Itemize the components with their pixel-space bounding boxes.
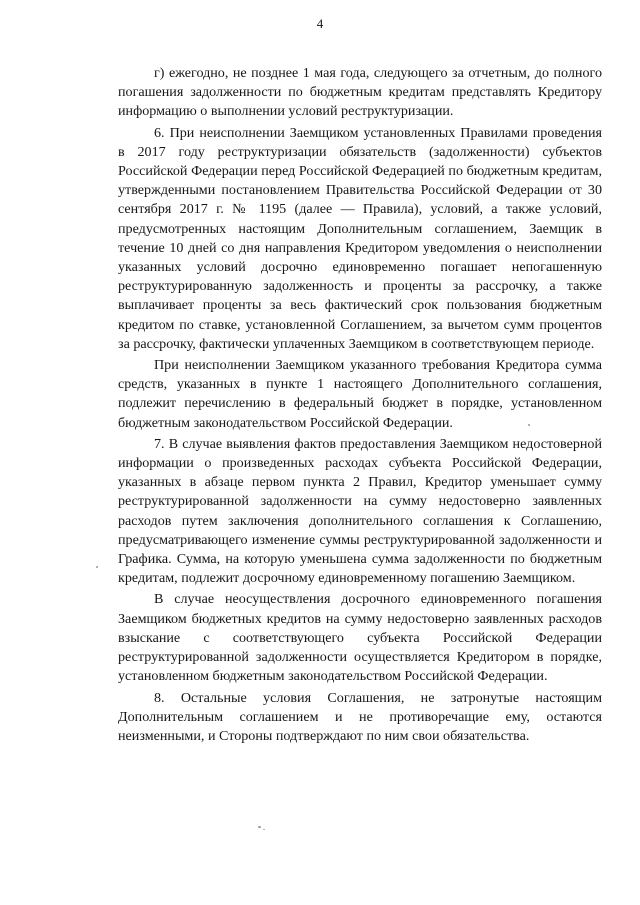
scan-speck [258,826,261,828]
paragraph-clause-7-continued: В случае неосуществления досрочного единовременного погашения Заемщиком бюджетных кредитов на сумму недостоверно заявленных расходов взыскание с соответствующего субъекта Российской Федерации реструктурированной задолженности осуществляется Кредитором в порядке, установленном бюджетным законодательством Российской Федерации. [118,591,602,685]
document-body [118,64,602,748]
paragraph-subitem-g: г) ежегодно, не позднее 1 мая года, следующего за отчетным, до полного погашения задолженности по бюджетным кредитам представлять Кредитору информацию о выполнении условий реструктуризации. [118,65,602,120]
scan-speck [528,424,530,426]
scan-speck [263,829,265,830]
paragraph-clause-8: 8. Остальные условия Соглашения, не затронутые настоящим Дополнительным соглашением и не противоречащие ему, остаются неизменными, и Стороны подтверждают по ним свои обязательства. [118,689,602,744]
paragraph-clause-6: 6. При неисполнении Заемщиком установленных Правилами проведения в 2017 году реструктуризации обязательств (задолженности) субъектов Российской Федерации перед Российской Федерацией по бюджетным кредитам, утвержденными постановлением Правительства Российской Федерации от 30 сентября 2017 г. № 1195 (далее — Правила), условий, а также условий, предусмотренных настоящим Дополнительным соглашением, Заемщик в течение 10 дней со дня направления Кредитором уведомления о неисполнении указанных условий досрочно единовременно погашает непогашенную реструктурированную задолженность и проценты за рассрочку, а также выплачивает проценты за весь фактический срок пользования бюджетным кредитом по ставке, установленной Соглашением, за вычетом сумм процентов за рассрочку, фактически уплаченных Заемщиком в соответствующем периоде. [118,124,602,352]
paragraph-clause-6-continued: При неисполнении Заемщиком указанного требования Кредитора сумма средств, указанных в пункте 1 настоящего Дополнительного соглашения, подлежит перечислению в федеральный бюджет в порядке, установленном бюджетным законодательством Российской Федерации. [118,357,602,431]
scan-speck [96,566,98,568]
page-number: 4 [316,16,324,31]
paragraph-clause-7: 7. В случае выявления фактов предоставления Заемщиком недостоверной информации о произведенных расходах субъекта Российской Федерации, указанных в абзаце первом пункта 2 Правил, Кредитор уменьшает сумму реструктурированной задолженности на сумму недостоверно заявленных расходов путем заключения дополнительного соглашения к Соглашению, предусматривающего изменение суммы реструктурированной задолженности и Графика. Сумма, на которую уменьшена сумма задолженности по бюджетным кредитам, подлежит досрочному единовременному погашению Заемщиком. [118,435,602,587]
